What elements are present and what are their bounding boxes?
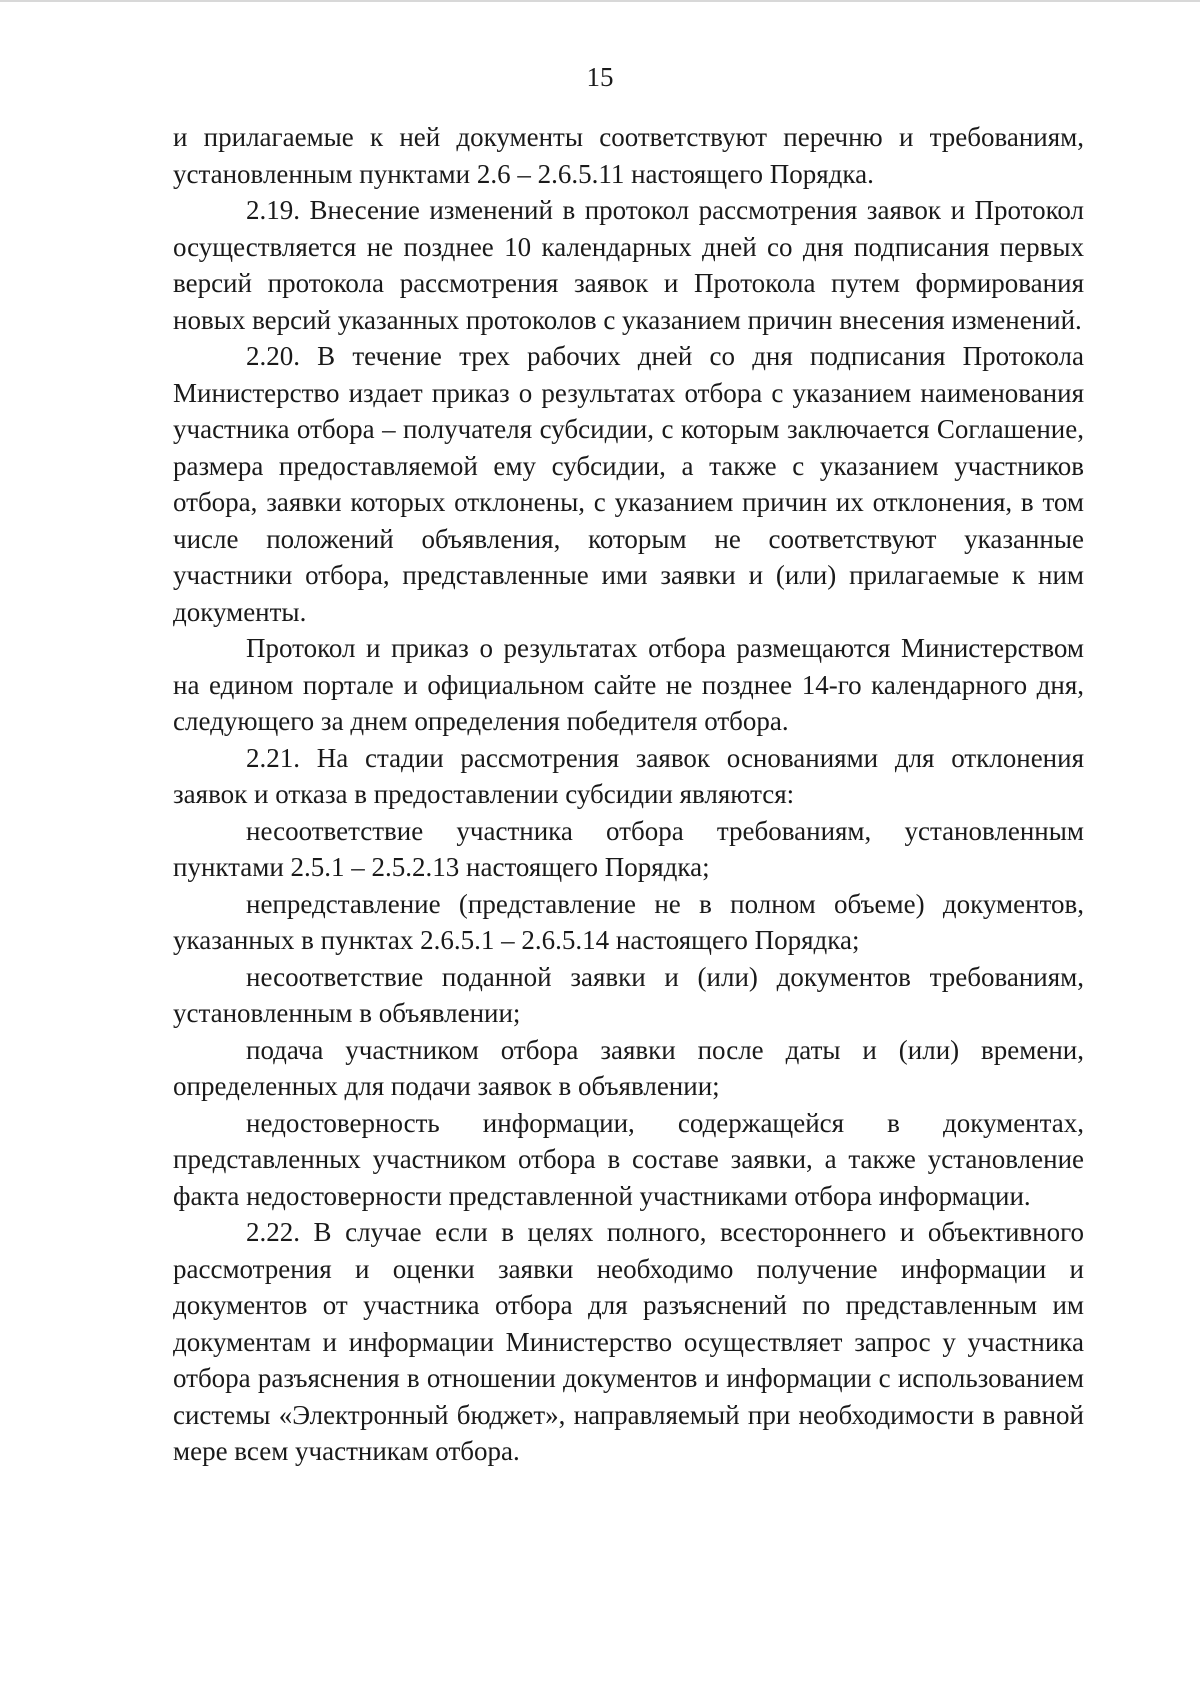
paragraph-2-21: 2.21. На стадии рассмотрения заявок основаниями для отклонения заявок и отказа в предоставлении субсидии являются: [173, 742, 1084, 809]
page-number: 15 [586, 62, 614, 92]
paragraph-2-20: 2.20. В течение трех рабочих дней со дня подписания Протокола Министерство издает приказ о результатах отбора с указанием наименования участника отбора – получателя субсидии, с которым заключается Соглашение, размера предоставляемой ему субсидии, а также с указанием участников отбора, заявки которых отклонены, с указанием причин их отклонения, в том числе положений объявления, которым не соответствуют указанные участники отбора, представленные ими заявки и (или) прилагаемые к ним документы. [173, 341, 1084, 627]
list-item-requirements-mismatch: несоответствие участника отбора требованиям, установленным пунктами 2.5.1 – 2.5.2.13 настоящего Порядка; [173, 815, 1084, 882]
scan-top-edge [0, 0, 1200, 2]
list-item-application-mismatch: несоответствие поданной заявки и (или) документов требованиям, установленным в объявлении; [173, 961, 1084, 1028]
paragraph-2-19: 2.19. Внесение изменений в протокол рассмотрения заявок и Протокол осуществляется не позднее 10 календарных дней со дня подписания первых версий протокола рассмотрения заявок и Протокола путем формирования новых версий указанных протоколов с указанием причин внесения изменений. [173, 195, 1084, 335]
paragraph-protocol-publication: Протокол и приказ о результатах отбора размещаются Министерством на едином портале и официальном сайте не позднее 14-го календарного дня, следующего за днем определения победителя отбора. [173, 633, 1084, 736]
list-item-false-information: недостоверность информации, содержащейся в документах, представленных участником отбора в составе заявки, а также установление факта недостоверности представленной участниками отбора информации. [173, 1107, 1084, 1211]
paragraph-2-22: 2.22. В случае если в целях полного, всестороннего и объективного рассмотрения и оценки заявки необходимо получение информации и документов от участника отбора для разъяснений по представленным им документам и информации Министерство осуществляет запрос у участника отбора разъяснения в отношении документов и информации с использованием системы «Электронный бюджет», направляемый при необходимости в равной мере всем участникам отбора. [173, 1217, 1084, 1466]
paragraph-continuation: и прилагаемые к ней документы соответствуют перечню и требованиям, установленным пунктами 2.6 – 2.6.5.11 настоящего Порядка. [173, 122, 1084, 189]
list-item-documents-missing: непредставление (представление не в полном объеме) документов, указанных в пунктах 2.6.5.1 – 2.6.5.14 настоящего Порядка; [173, 888, 1084, 955]
list-item-late-submission: подача участником отбора заявки после даты и (или) времени, определенных для подачи заявок в объявлении; [173, 1034, 1084, 1101]
document-body [173, 119, 1084, 1470]
